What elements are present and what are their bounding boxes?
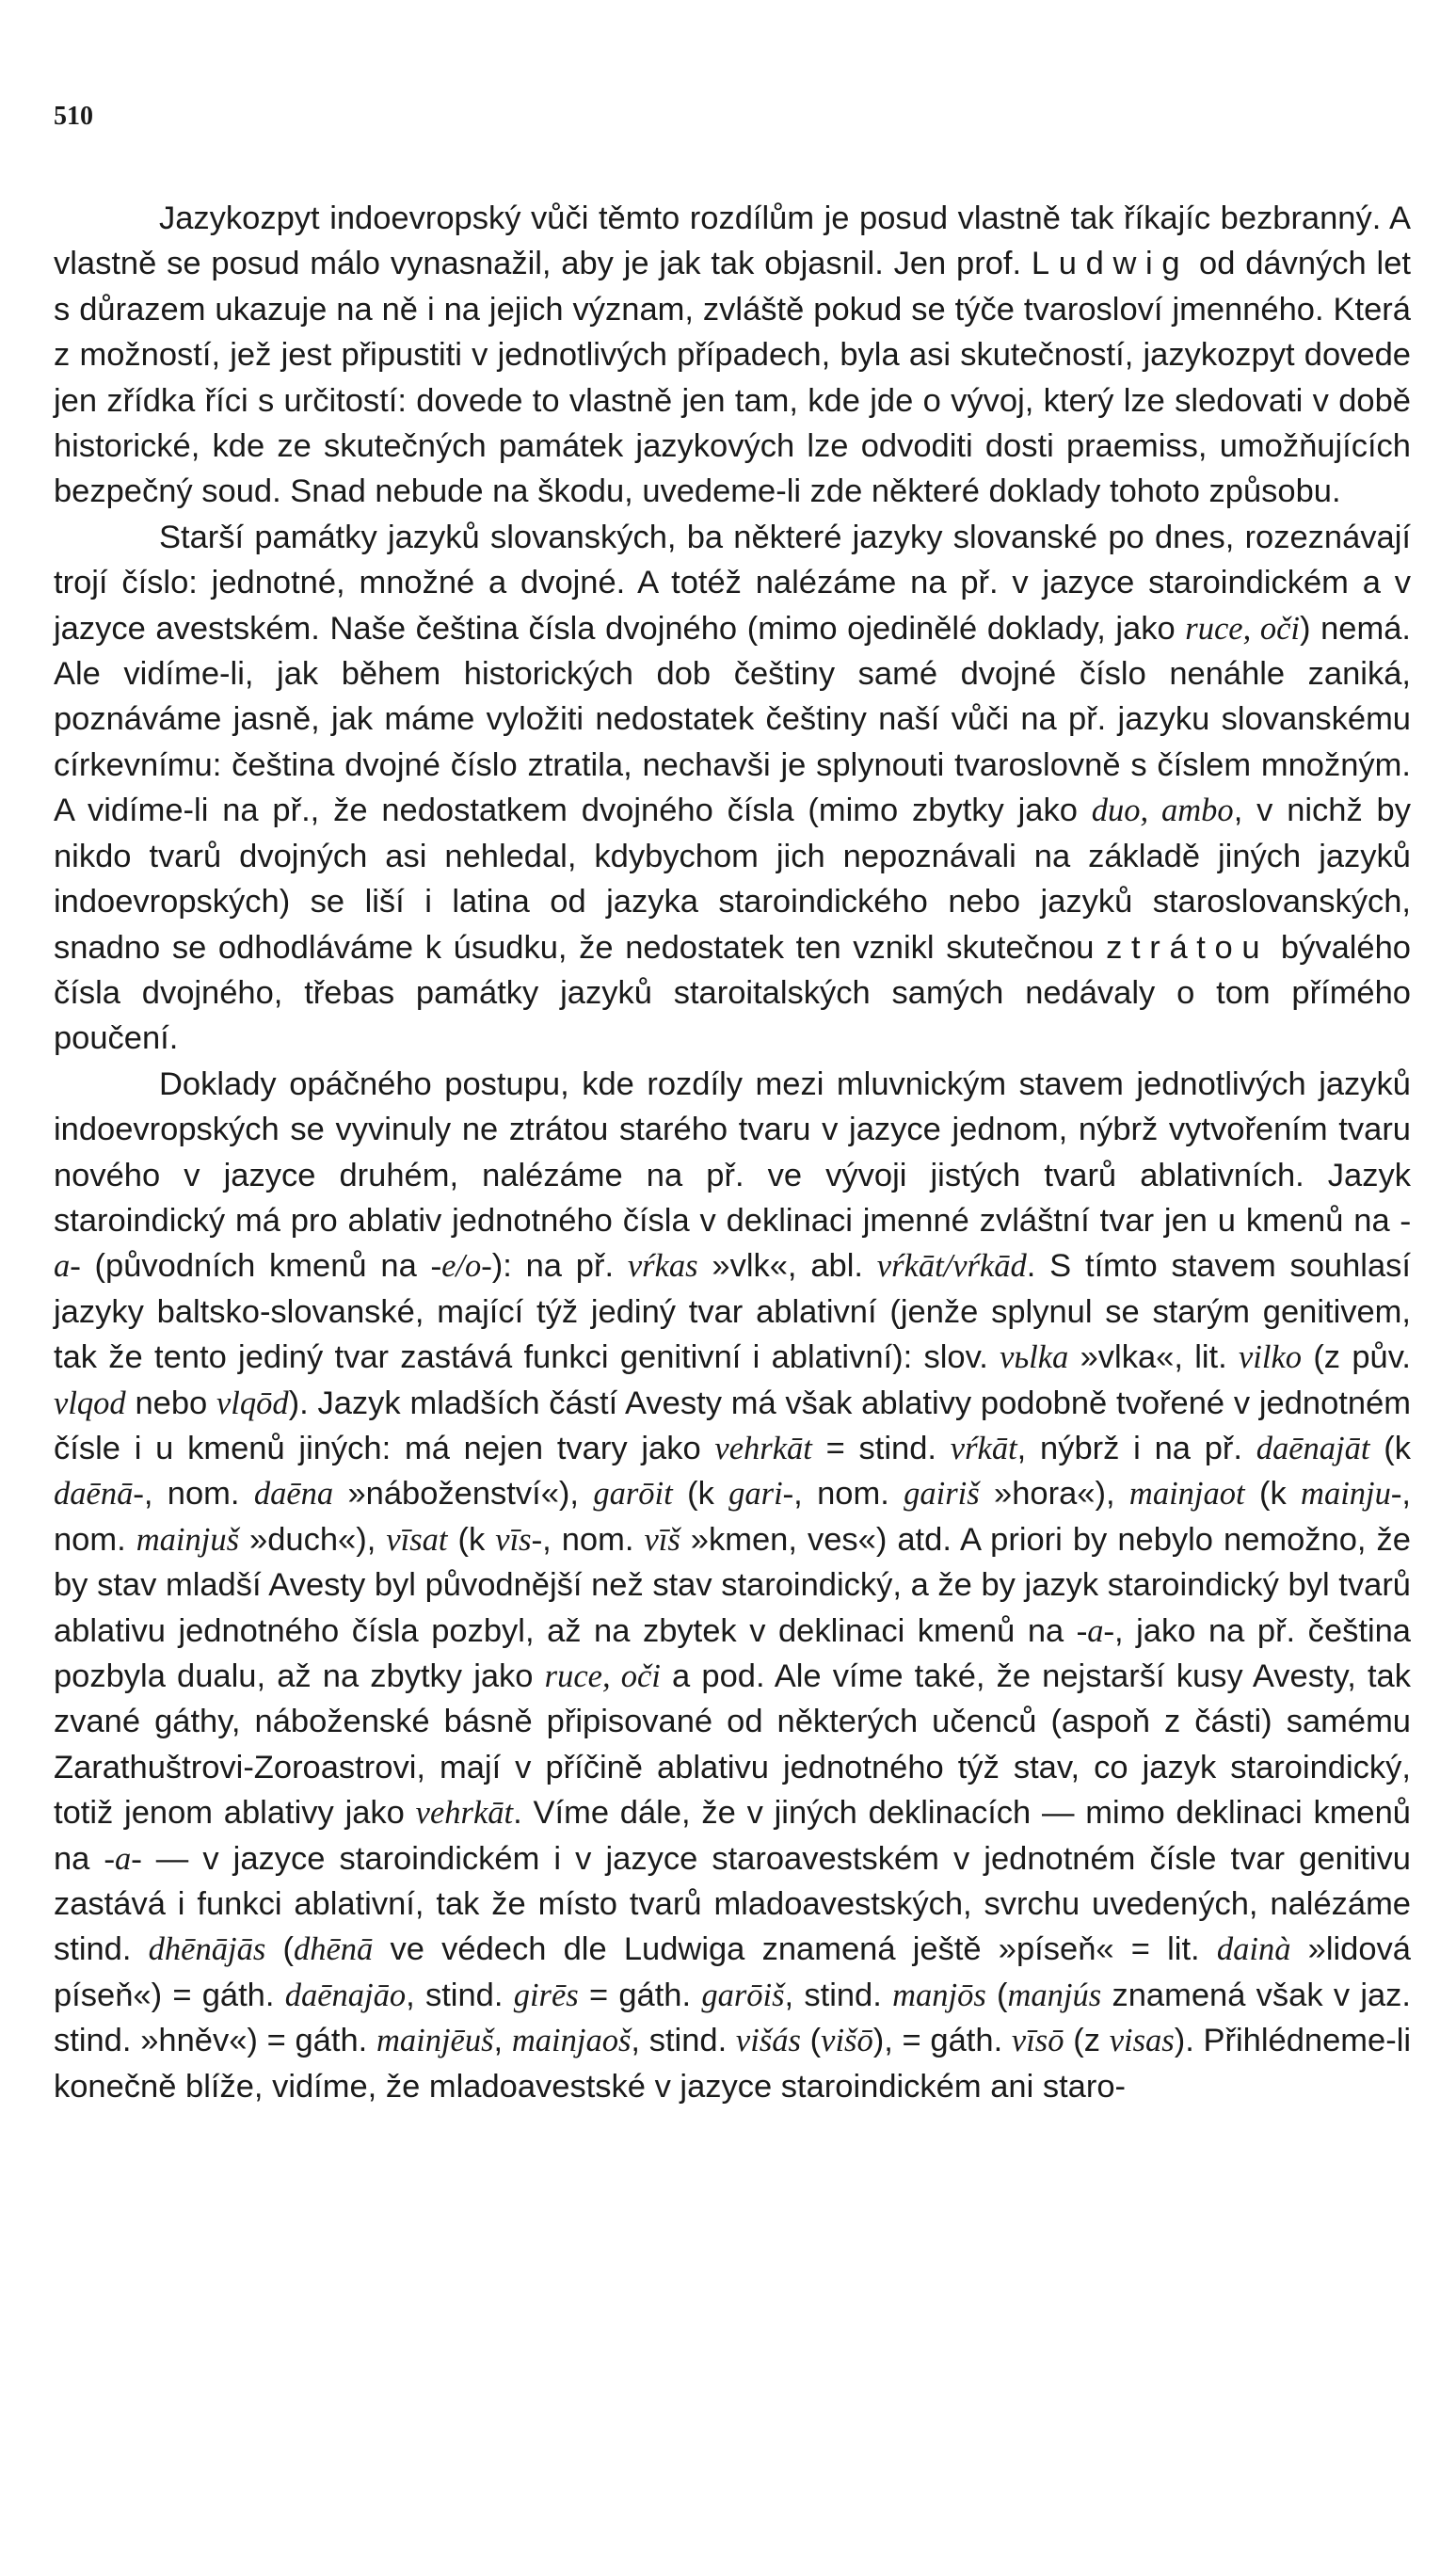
text-run: , nom.: [542, 1521, 645, 1558]
text-run: . Víme dále, že v jiných deklinacích — mimo deklinaci kmenů na: [54, 1795, 1411, 1877]
text-run: , nom.: [143, 1476, 254, 1513]
text-run: »lidová píseň«) = gáth.: [54, 1931, 1411, 2013]
text-run: »duch«),: [239, 1521, 387, 1558]
text-run: ): na př.: [491, 1248, 628, 1285]
text-run: = stind.: [811, 1430, 951, 1466]
italic-term: girēs: [513, 1977, 579, 2013]
text-run: (: [265, 1931, 294, 1968]
italic-term: vehrkāt: [714, 1430, 812, 1466]
italic-term: -a-: [54, 1202, 1411, 1285]
italic-term: daēnā-: [54, 1476, 144, 1513]
spaced-emphasis: ztrátou: [1106, 929, 1270, 966]
italic-term: gari-: [728, 1476, 794, 1513]
text-run: ), = gáth.: [872, 2023, 1012, 2059]
text-run: (: [800, 2023, 822, 2059]
text-run: (původních kmenů na: [80, 1248, 431, 1285]
italic-term: vlqōd: [216, 1385, 289, 1421]
italic-term: duo, ambo: [1091, 793, 1234, 829]
text-run: — v jazyce staroindickém i v jazyce staroavestském v jednotném čísle tvar genitivu zastává i funkci ablativní, tak že místo tvarů mladoavestských, svrchu uvedených, nalézáme stind.: [54, 1840, 1411, 1968]
italic-term: vilko: [1238, 1339, 1303, 1376]
italic-term: daēna: [253, 1476, 334, 1513]
italic-term: vehrkāt: [415, 1795, 514, 1832]
italic-term: garōit: [593, 1476, 673, 1513]
italic-term: vŕkas: [627, 1248, 698, 1285]
italic-term: dhēnājās: [148, 1931, 266, 1968]
italic-term: vŕkāt/vŕkād: [876, 1248, 1027, 1285]
text-run: , nom.: [793, 1476, 904, 1513]
italic-term: vīsat: [386, 1521, 448, 1558]
text-run: (z pův.: [1302, 1339, 1411, 1376]
italic-term: vьlka: [1000, 1339, 1069, 1376]
text-run: (z: [1064, 2023, 1110, 2059]
text-run: , stind.: [406, 1977, 514, 2013]
italic-term: mainjēuš: [376, 2023, 494, 2059]
text-run: (k: [1369, 1430, 1411, 1466]
text-run: znamená však v jaz. stind. »hněv«) = gáth.: [54, 1977, 1412, 2059]
text-run: . S tímto stavem souhlasí jazyky baltsko-slovanské, mající týž jediný tvar ablativní (jenže splynul se starým genitivem, tak že tento jediný tvar zastává funkci genitivní i ablativní): slov.: [54, 1248, 1411, 1376]
text-run: (k: [672, 1476, 729, 1513]
italic-term: manjōs: [892, 1977, 986, 2013]
text-run: ) nemá. Ale vidíme-li, jak během historických dob češtiny samé dvojné číslo nenáhle zaniká, poznáváme jasně, jak máme vyložiti nedostatek češtiny naší vůči na př. jazyku slovanskému církevnímu: čeština dvojné číslo ztratila, nechavši je splynouti tvaroslovně s číslem množným. A vidíme-li na př., že nedostatkem dvojného čísla (mimo zbytky jako: [54, 610, 1411, 829]
italic-term: ruce, oči: [1185, 610, 1301, 647]
italic-term: daēnajāt: [1256, 1430, 1370, 1466]
page-number: 510: [54, 102, 93, 131]
text-run: bývalého čísla dvojného, třebas památky jazyků staroitalských samých nedávaly o tom přímého poučení.: [54, 929, 1411, 1057]
spaced-emphasis: Ludwig: [1031, 246, 1190, 282]
paragraph-1: [54, 196, 1411, 515]
italic-term: -e/o-: [430, 1248, 492, 1285]
text-run: , nýbrž i na př.: [1016, 1430, 1256, 1466]
italic-term: vlqod: [54, 1385, 126, 1421]
text-run: Starší památky jazyků slovanských, ba některé jazyky slovanské po dnes, rozeznávají trojí číslo: jednotné, množné a dvojné. A totéž nalézáme na př. v jazyce staroindickém a v jazyce avestském. Naše čeština čísla dvojného (mimo ojedinělé doklady, jako: [54, 519, 1411, 647]
text-run: »kmen, ves«) atd. A priori by nebylo nemožno, že by stav mladší Avesty byl původnější než stav staroindický, a že by jazyk staroindický byl tvarů ablativu jednotného čísla pozbyl, až na zbytek v deklinaci kmenů na: [54, 1521, 1411, 1649]
italic-term: vīš: [644, 1521, 680, 1558]
text-run: ,: [493, 2023, 512, 2059]
text-run: ve védech dle Ludwiga znamená ještě »píseň« = lit.: [373, 1931, 1217, 1968]
text-run: = gáth.: [578, 1977, 702, 2013]
text-run: »hora«),: [979, 1476, 1129, 1513]
text-run: Jazykozpyt indoevropský vůči těmto rozdílům je posud vlastně tak říkajíc bezbranný. A vlastně se posud málo vynasnažil, aby je jak tak objasnil. Jen prof.: [54, 200, 1411, 282]
italic-term: mainjaot: [1128, 1476, 1245, 1513]
text-run: ). Jazyk mladších částí Avesty má však ablativy podobně tvořené v jednotném čísle i u kmenů jiných: má nejen tvary jako: [54, 1385, 1412, 1466]
italic-term: višō: [821, 2023, 873, 2059]
italic-term: vīs-: [495, 1521, 543, 1558]
italic-term: daēnajāo: [284, 1977, 407, 2013]
paragraph-3: [54, 1062, 1411, 2109]
italic-term: vīsō: [1011, 2023, 1064, 2059]
italic-term: -a-: [104, 1840, 142, 1877]
text-run: »náboženství«),: [333, 1476, 594, 1513]
italic-term: dhēnā: [293, 1931, 374, 1968]
text-run: ). Přihlédneme-li konečně blíže, vidíme, že mladoavestské v jazyce staroindickém ani staro-: [54, 2023, 1412, 2105]
text-run: od dávných let s důrazem ukazuje na ně i na jejich význam, zvláště pokud se týče tvarosloví jmenného. Která z možností, jež jest připustiti v jednotlivých případech, byla asi skutečností, jazykozpyt dovede jen zřídka říci s určitostí: dovede to vlastně jen tam, kde jde o vývoj, který lze sledovati v době historické, kde ze skutečných památek jazykových lze odvoditi dosti praemiss, umožňujících bezpečný soud. Snad nebude na škodu, uvedeme-li zde některé doklady tohoto způsobu.: [54, 246, 1411, 510]
text-run: , stind.: [631, 2023, 736, 2059]
italic-term: dainà: [1216, 1931, 1291, 1968]
text-run: , stind.: [784, 1977, 893, 2013]
italic-term: -a-: [1076, 1612, 1115, 1649]
italic-term: manjús: [1007, 1977, 1102, 2013]
text-run: »vlka«, lit.: [1068, 1339, 1239, 1376]
text-run: (k: [447, 1521, 496, 1558]
text-run: Doklady opáčného postupu, kde rozdíly mezi mluvnickým stavem jednotlivých jazyků indoevropských se vyvinuly ne ztrátou starého tvaru v jazyce jednom, nýbrž vytvořením tvaru nového v jazyce druhém, nalézáme na př. ve vývoji jistých tvarů ablativních. Jazyk staroindický má pro ablativ jednotného čísla v deklinaci jmenné zvláštní tvar jen u kmenů na: [54, 1065, 1411, 1239]
paragraph-2: [54, 515, 1411, 1062]
text-run: , jako na př. čeština pozbyla dualu, až na zbytky jako: [54, 1612, 1411, 1694]
italic-term: vŕkāt: [950, 1430, 1017, 1466]
italic-term: garōiš: [701, 1977, 785, 2013]
italic-term: višás: [735, 2023, 801, 2059]
text-run: nebo: [125, 1385, 216, 1421]
body-text: [54, 196, 1411, 2109]
italic-term: mainjuš: [136, 1521, 239, 1558]
text-run: (k: [1244, 1476, 1302, 1513]
text-run: , nom.: [54, 1476, 1411, 1558]
text-run: (: [985, 1977, 1008, 2013]
italic-term: gairiš: [904, 1476, 980, 1513]
italic-term: ruce, oči: [544, 1658, 661, 1694]
italic-term: visas: [1109, 2023, 1175, 2059]
text-run: , v nichž by nikdo tvarů dvojných asi nehledal, kdybychom jich nepoznávali na základě jiných jazyků indoevropských) se liší i latina od jazyka staroindického nebo jazyků staroslovanských, snadno se odhodláváme k úsudku, že nedostatek ten vznikl skutečnou: [54, 793, 1411, 966]
italic-term: mainju-: [1301, 1476, 1402, 1513]
text-run: a pod. Ale víme také, že nejstarší kusy Avesty, tak zvané gáthy, náboženské básně připisované od některých učenců (aspoň z části) samému Zarathuštrovi-Zoroastrovi, mají v příčině ablativu jednotného týž stav, co jazyk staroindický, totiž jenom ablativy jako: [54, 1658, 1411, 1832]
italic-term: mainjaoš: [511, 2023, 632, 2059]
text-run: »vlk«, abl.: [697, 1248, 877, 1285]
